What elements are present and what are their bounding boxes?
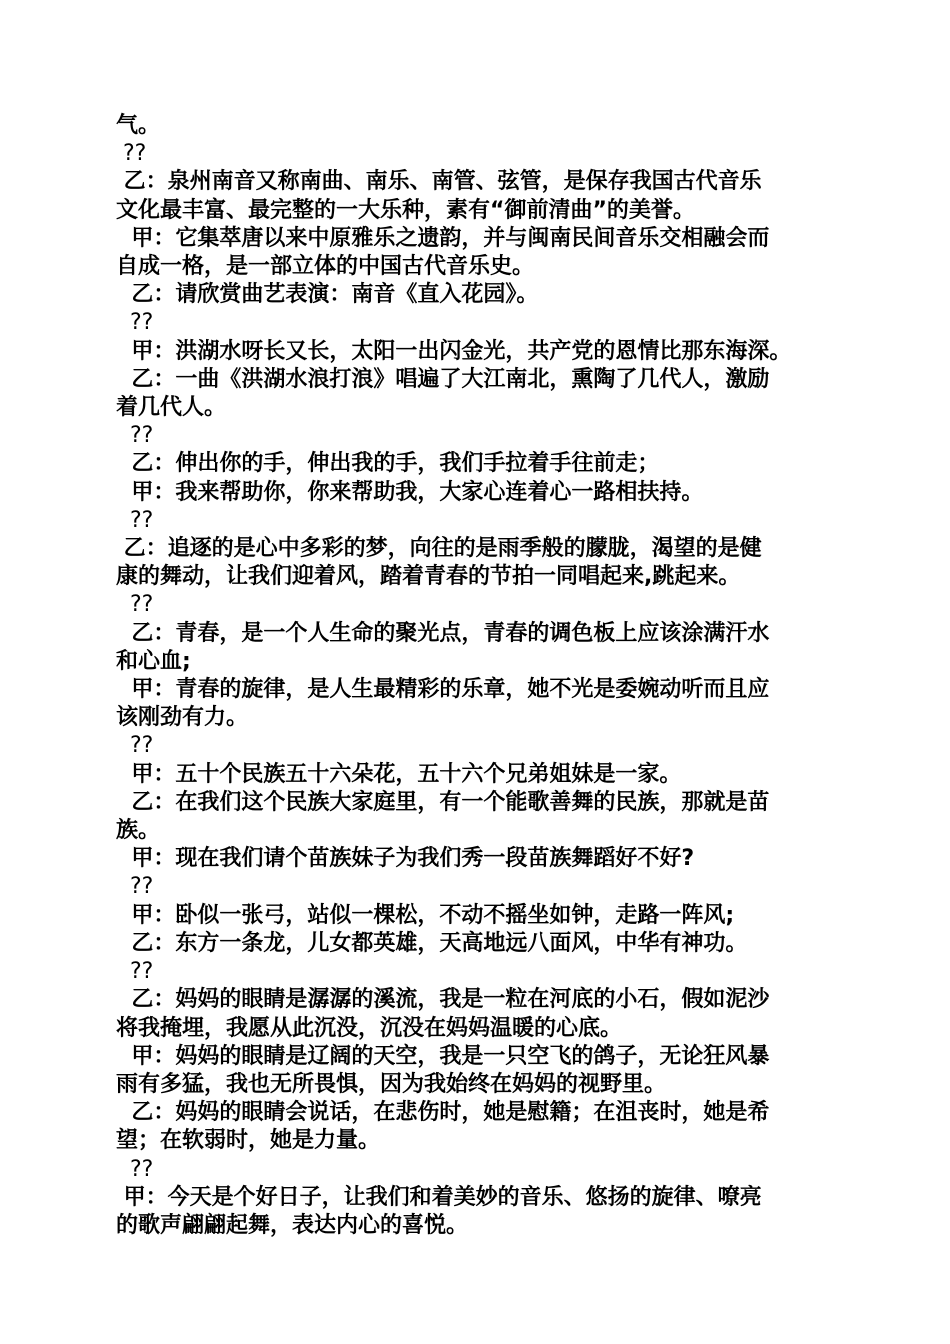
dialogue-line: 乙：在我们这个民族大家庭里，有一个能歌善舞的民族，那就是苗 (116, 789, 770, 815)
dialogue-line: 的歌声翩翩起舞，表达内心的喜悦。 (116, 1212, 469, 1238)
dialogue-line: 甲：卧似一张弓，站似一棵松，不动不摇坐如钟，走路一阵风; (116, 902, 735, 928)
dialogue-line: 甲：现在我们请个苗族妹子为我们秀一段苗族舞蹈好不好? (116, 846, 695, 872)
dialogue-line: 乙：请欣赏曲艺表演：南音《直入花园》。 (116, 282, 539, 308)
section-separator: ?? (116, 507, 154, 533)
dialogue-line: 康的舞动，让我们迎着风，踏着青春的节拍一同唱起来,跳起来。 (116, 564, 741, 590)
dialogue-line: 乙：泉州南音又称南曲、南乐、南管、弦管，是保存我国古代音乐 (116, 169, 762, 195)
dialogue-line: 甲：五十个民族五十六朵花，五十六个兄弟姐妹是一家。 (116, 761, 682, 787)
dialogue-line: 甲：妈妈的眼睛是辽阔的天空，我是一只空飞的鸽子，无论狂风暴 (116, 1043, 770, 1069)
dialogue-line: 甲：我来帮助你，你来帮助我，大家心连着心一路相扶持。 (116, 479, 704, 505)
dialogue-line: 着几代人。 (116, 395, 227, 421)
dialogue-line: 该刚劲有力。 (116, 705, 249, 731)
section-separator: ?? (116, 1156, 154, 1182)
script-text (116, 112, 828, 1240)
section-separator: ?? (116, 141, 147, 167)
section-separator: ?? (116, 959, 154, 985)
dialogue-line: 乙：一曲《洪湖水浪打浪》唱遍了大江南北，熏陶了几代人，激励 (116, 366, 770, 392)
dialogue-line: 甲：洪湖水呀长又长，太阳一出闪金光，共产党的恩情比那东海深。 (116, 338, 792, 364)
dialogue-line: 望；在软弱时，她是力量。 (116, 1128, 381, 1154)
section-separator: ?? (116, 310, 154, 336)
dialogue-line: 甲：它集萃唐以来中原雅乐之遗韵，并与闽南民间音乐交相融会而 (116, 225, 770, 251)
dialogue-line: 乙：妈妈的眼睛会说话，在悲伤时，她是慰籍；在沮丧时，她是希 (116, 1100, 770, 1126)
dialogue-line: 乙：追逐的是心中多彩的梦，向往的是雨季般的朦胧，渴望的是健 (116, 536, 762, 562)
dialogue-line: 乙：东方一条龙，儿女都英雄，天高地远八面风，中华有神功。 (116, 930, 748, 956)
section-separator: ?? (116, 592, 154, 618)
dialogue-line: 乙：青春，是一个人生命的聚光点，青春的调色板上应该涂满汗水 (116, 620, 770, 646)
dialogue-line: 和心血; (116, 648, 191, 674)
section-separator: ?? (116, 874, 154, 900)
dialogue-line: 文化最丰富、最完整的一大乐种，素有“御前清曲”的美誉。 (116, 197, 695, 223)
section-separator: ?? (116, 733, 154, 759)
dialogue-line: 气。 (116, 113, 161, 138)
dialogue-line: 甲：今天是个好日子，让我们和着美妙的音乐、悠扬的旋律、嘹亮 (116, 1184, 762, 1210)
section-separator: ?? (116, 423, 154, 449)
dialogue-line: 将我掩埋，我愿从此沉没，沉没在妈妈温暖的心底。 (116, 1015, 623, 1041)
dialogue-line: 乙：伸出你的手，伸出我的手，我们手拉着手往前走； (116, 451, 660, 477)
dialogue-line: 甲：青春的旋律，是人生最精彩的乐章，她不光是委婉动听而且应 (116, 677, 770, 703)
dialogue-line: 乙：妈妈的眼睛是潺潺的溪流，我是一粒在河底的小石，假如泥沙 (116, 987, 770, 1013)
dialogue-line: 自成一格，是一部立体的中国古代音乐史。 (116, 254, 535, 280)
dialogue-line: 雨有多猛，我也无所畏惧，因为我始终在妈妈的视野里。 (116, 1071, 667, 1097)
dialogue-line: 族。 (116, 818, 161, 844)
